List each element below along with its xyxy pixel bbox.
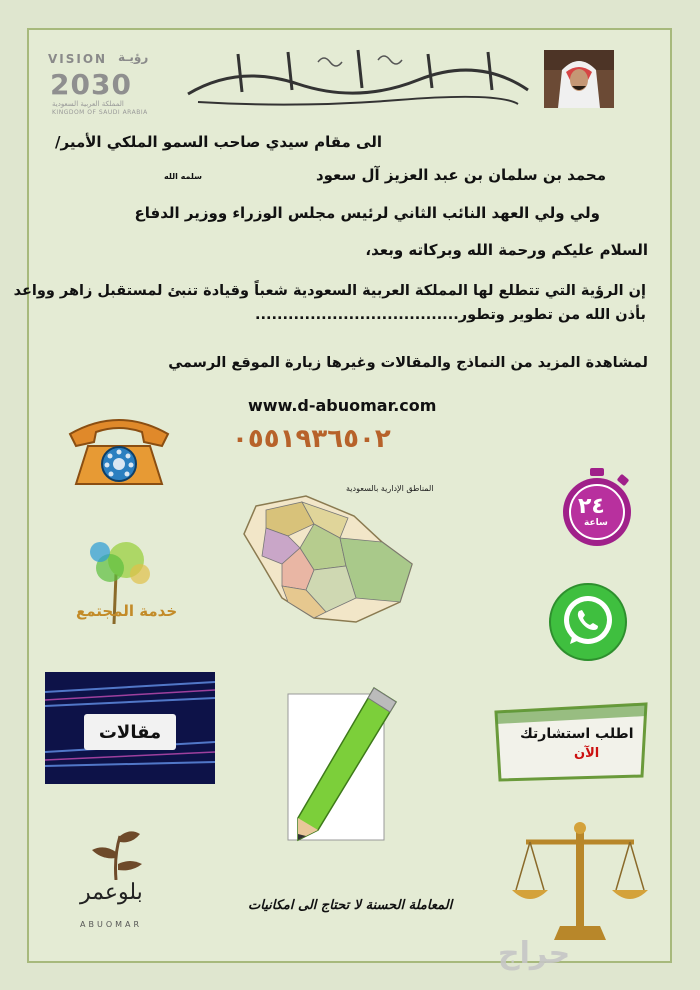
consultation-sign[interactable]: [490, 702, 652, 782]
vision-logo-en: VISION: [48, 52, 108, 66]
phone-number[interactable]: ٠٥٥١٩٣٦٥٠٢: [232, 424, 391, 454]
telephone-icon: [64, 412, 174, 488]
consultation-line-2[interactable]: الآن: [574, 746, 600, 761]
letter-honorific: سلمه الله: [164, 172, 202, 181]
abuomar-logo-leaves: [86, 826, 146, 880]
clock-hours-word: ساعة: [584, 518, 608, 528]
footer-slogan: المعاملة الحسنة لا تحتاج الى امكانيات: [248, 898, 453, 913]
vision-logo-year: 2030: [50, 68, 132, 101]
letter-salutation: الى مقام سيدي صاحب السمو الملكي الأمير/: [55, 133, 382, 151]
map-caption: المناطق الإدارية بالسعودية: [346, 484, 434, 493]
vision-logo-sub-en: KINGDOM OF SAUDI ARABIA: [52, 109, 148, 116]
pencil-paper-icon: [284, 684, 402, 848]
letter-name: محمد بن سلمان بن عبد العزيز آل سعود: [315, 166, 606, 184]
whatsapp-icon[interactable]: [548, 582, 628, 662]
abuomar-logo-ar: بلوعمر: [80, 880, 143, 905]
community-service-label: خدمة المجتمع: [76, 602, 178, 620]
saudi-regions-map: [236, 494, 418, 626]
letter-greeting: السلام عليكم ورحمة الله وبركاته وبعد،: [365, 241, 648, 259]
haraj-watermark: حراج: [498, 936, 571, 971]
vision-logo-ar: رؤيـة: [118, 50, 149, 64]
clock-hours-number: ٢٤: [578, 494, 605, 519]
website-link[interactable]: www.d-abuomar.com: [248, 396, 437, 415]
consultation-line-1[interactable]: اطلب استشارتك: [520, 726, 634, 742]
letter-more-line: لمشاهدة المزيد من النماذج والمقالات وغيرها زيارة الموقع الرسمي: [168, 355, 648, 371]
abuomar-logo-en: ABUOMAR: [80, 920, 143, 929]
letter-title: ولي ولي العهد النائب الثاني لرئيس مجلس الوزراء ووزير الدفاع: [134, 204, 600, 222]
letter-body-line-1: إن الرؤية التي تتطلع لها المملكة العربية السعودية شعباً وقيادة تنبئ لمستقبل زاهر وواعد: [13, 283, 646, 299]
scales-of-justice-icon: [510, 820, 650, 944]
prince-portrait-photo: [544, 50, 614, 108]
letter-body-line-2: بأذن الله من تطوير وتطور.....................................: [254, 307, 646, 323]
vision-logo-sub-ar: المملكة العربية السعودية: [52, 100, 124, 108]
articles-label[interactable]: مقالات: [84, 714, 176, 750]
